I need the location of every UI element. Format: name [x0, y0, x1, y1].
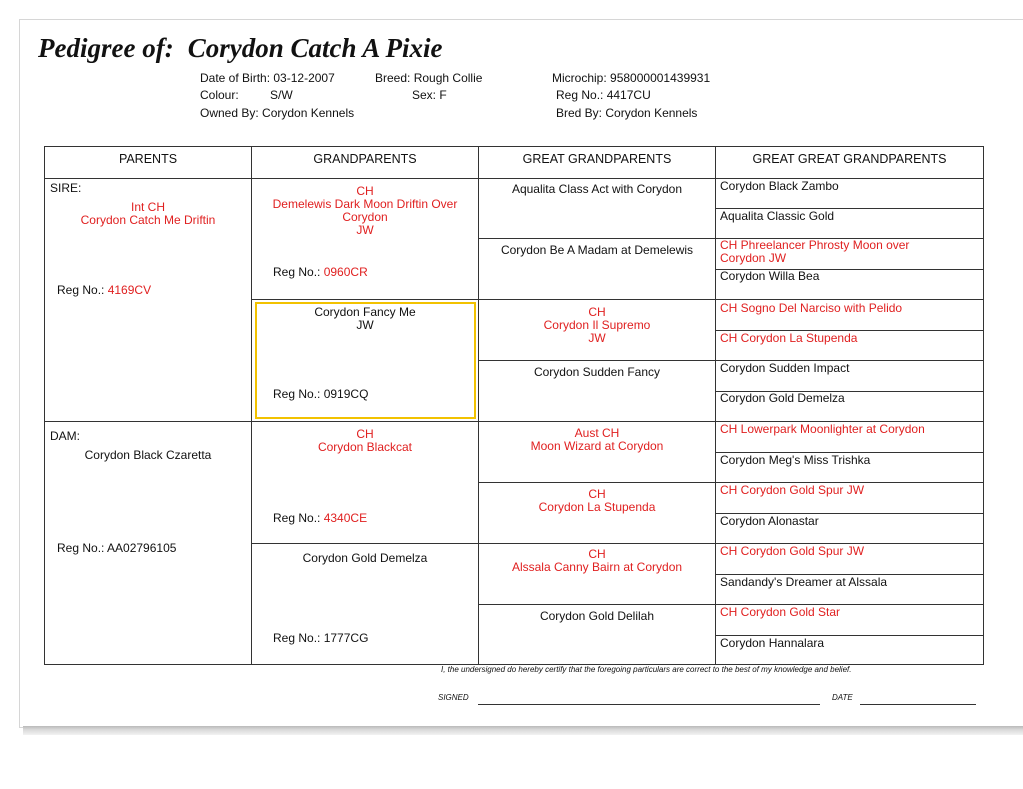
grandparent-3-reg-value: 4340CE — [323, 511, 368, 525]
signature-line — [478, 704, 820, 705]
header-grandparents: GRANDPARENTS — [313, 152, 417, 166]
great-grandparent-5-title: Aust CH — [574, 426, 620, 440]
sire-label: SIRE: — [50, 181, 82, 195]
ggg-15: CH Corydon Gold Star — [720, 605, 841, 619]
bred-field — [556, 106, 697, 120]
date-line — [860, 704, 976, 705]
ggg-13: CH Corydon Gold Spur JW — [720, 544, 865, 558]
ggg-10: Corydon Meg's Miss Trishka — [720, 453, 871, 467]
bred-value: Corydon Kennels — [605, 106, 698, 120]
grandparent-4-reg — [273, 631, 368, 645]
great-grandparent-3-title: CH — [588, 305, 606, 319]
ggg-14: Sandandy's Dreamer at Alssala — [720, 575, 888, 589]
microchip-value: 958000001439931 — [610, 71, 711, 85]
dob-label: Date of Birth: — [200, 71, 271, 85]
great-grandparent-2: Corydon Be A Madam at Demelewis — [500, 243, 694, 257]
great-grandparent-6-title: CH — [588, 487, 606, 501]
ggg-16: Corydon Hannalara — [720, 636, 825, 650]
grandparent-3-title: CH — [356, 427, 374, 441]
certification-text: I, the undersigned do hereby certify that the foregoing particulars are correct to the best of my knowledge and belief. — [441, 665, 852, 674]
owned-field — [200, 106, 354, 120]
sex-value: F — [439, 88, 447, 102]
bred-label: Bred By: — [556, 106, 603, 120]
reg-value: 4417CU — [606, 88, 651, 102]
dob-field — [200, 71, 335, 85]
microchip-label: Microchip: — [552, 71, 607, 85]
grandparent-3-reg-label: Reg No.: — [273, 511, 321, 525]
dob-value: 03-12-2007 — [273, 71, 335, 85]
header-parents: PARENTS — [118, 152, 178, 166]
great-grandparent-1: Aqualita Class Act with Corydon — [511, 182, 683, 196]
breed-field — [375, 71, 482, 85]
ggg-1: Corydon Black Zambo — [720, 179, 839, 193]
ggg-12: Corydon Alonastar — [720, 514, 819, 528]
grandparent-1-suffix: JW — [356, 223, 374, 237]
grandparent-2-reg — [273, 387, 368, 401]
ggg-6: CH Corydon La Stupenda — [720, 331, 858, 345]
ggg-4: Corydon Willa Bea — [720, 269, 820, 283]
ggg-5: CH Sogno Del Narciso with Pelido — [720, 301, 903, 315]
ggg-3-line1: CH Phreelancer Phrosty Moon over — [720, 238, 910, 252]
date-label: DATE — [832, 693, 853, 702]
sex-label: Sex: — [412, 88, 437, 102]
dam-name: Corydon Black Czaretta — [84, 448, 212, 462]
signed-label: SIGNED — [438, 693, 469, 702]
colour-value: S/W — [270, 88, 293, 102]
great-grandparent-5-name: Moon Wizard at Corydon — [530, 439, 664, 453]
great-grandparent-7-name: Alssala Canny Bairn at Corydon — [511, 560, 683, 574]
sex-field — [412, 88, 447, 102]
dam-reg-value: AA02796105 — [107, 541, 177, 555]
ggg-8: Corydon Gold Demelza — [720, 391, 845, 405]
owned-label: Owned By: — [200, 106, 259, 120]
ggg-3-line2: Corydon JW — [720, 251, 787, 265]
colour-field — [200, 88, 293, 102]
column-divider — [478, 147, 479, 664]
dam-label: DAM: — [50, 429, 80, 443]
sire-name: Corydon Catch Me Driftin — [80, 213, 216, 227]
header-great-great-grandparents: GREAT GREAT GRANDPARENTS — [752, 152, 947, 166]
great-grandparent-3-suffix: JW — [588, 331, 606, 345]
grandparent-1-reg-value: 0960CR — [323, 265, 368, 279]
ggg-9: CH Lowerpark Moonlighter at Corydon — [720, 422, 925, 436]
microchip-field — [552, 71, 710, 85]
sire-title: Int CH — [130, 200, 165, 214]
ggg-2: Aqualita Classic Gold — [720, 209, 835, 223]
dog-name: Corydon Catch A Pixie — [187, 33, 443, 63]
grandparent-4-reg-label: Reg No.: — [273, 631, 321, 645]
great-grandparent-7-title: CH — [588, 547, 606, 561]
dam-reg — [57, 541, 176, 555]
sire-reg-value: 4169CV — [107, 283, 152, 297]
grandparent-2-suffix: JW — [356, 318, 374, 332]
sheet-shadow — [23, 726, 1023, 735]
page-title — [38, 33, 442, 64]
reg-label: Reg No.: — [556, 88, 604, 102]
great-grandparent-6-name: Corydon La Stupenda — [538, 500, 656, 514]
grandparent-1-name: Demelewis Dark Moon Driftin Over — [272, 197, 458, 211]
ggg-3 — [720, 239, 909, 265]
grandparent-3-reg — [273, 511, 367, 525]
grandparent-2-reg-label: Reg No.: — [273, 387, 321, 401]
grandparent-1-name-cont: Corydon — [342, 210, 388, 224]
breed-value: Rough Collie — [413, 71, 483, 85]
sire-reg-label: Reg No.: — [57, 283, 105, 297]
grandparent-2-name: Corydon Fancy Me — [314, 305, 416, 319]
header-great-grandparents: GREAT GRANDPARENTS — [522, 152, 672, 166]
pedigree-table — [44, 146, 984, 665]
grandparent-1-reg-label: Reg No.: — [273, 265, 321, 279]
dam-reg-label: Reg No.: — [57, 541, 105, 555]
great-grandparent-8: Corydon Gold Delilah — [539, 609, 655, 623]
grandparent-3-name: Corydon Blackcat — [317, 440, 413, 454]
great-grandparent-3-name: Corydon Il Supremo — [543, 318, 651, 332]
ggg-11: CH Corydon Gold Spur JW — [720, 483, 865, 497]
breed-label: Breed: — [375, 71, 411, 85]
grandparent-2-reg-value: 0919CQ — [323, 387, 369, 401]
owned-value: Corydon Kennels — [262, 106, 355, 120]
sire-reg — [57, 283, 151, 297]
grandparent-4-reg-value: 1777CG — [323, 631, 369, 645]
grandparent-4-name: Corydon Gold Demelza — [302, 551, 428, 565]
grandparents-divider — [251, 299, 983, 300]
grandparent-1-reg — [273, 265, 368, 279]
header-divider — [45, 178, 983, 179]
grandparent-1-title: CH — [356, 184, 374, 198]
great-grandparent-4: Corydon Sudden Fancy — [533, 365, 661, 379]
ggg-7: Corydon Sudden Impact — [720, 361, 850, 375]
grandparents-divider — [251, 543, 983, 544]
title-prefix: Pedigree of: — [38, 33, 174, 63]
colour-label: Colour: — [200, 88, 239, 102]
reg-field — [556, 88, 651, 102]
column-divider — [715, 147, 716, 664]
